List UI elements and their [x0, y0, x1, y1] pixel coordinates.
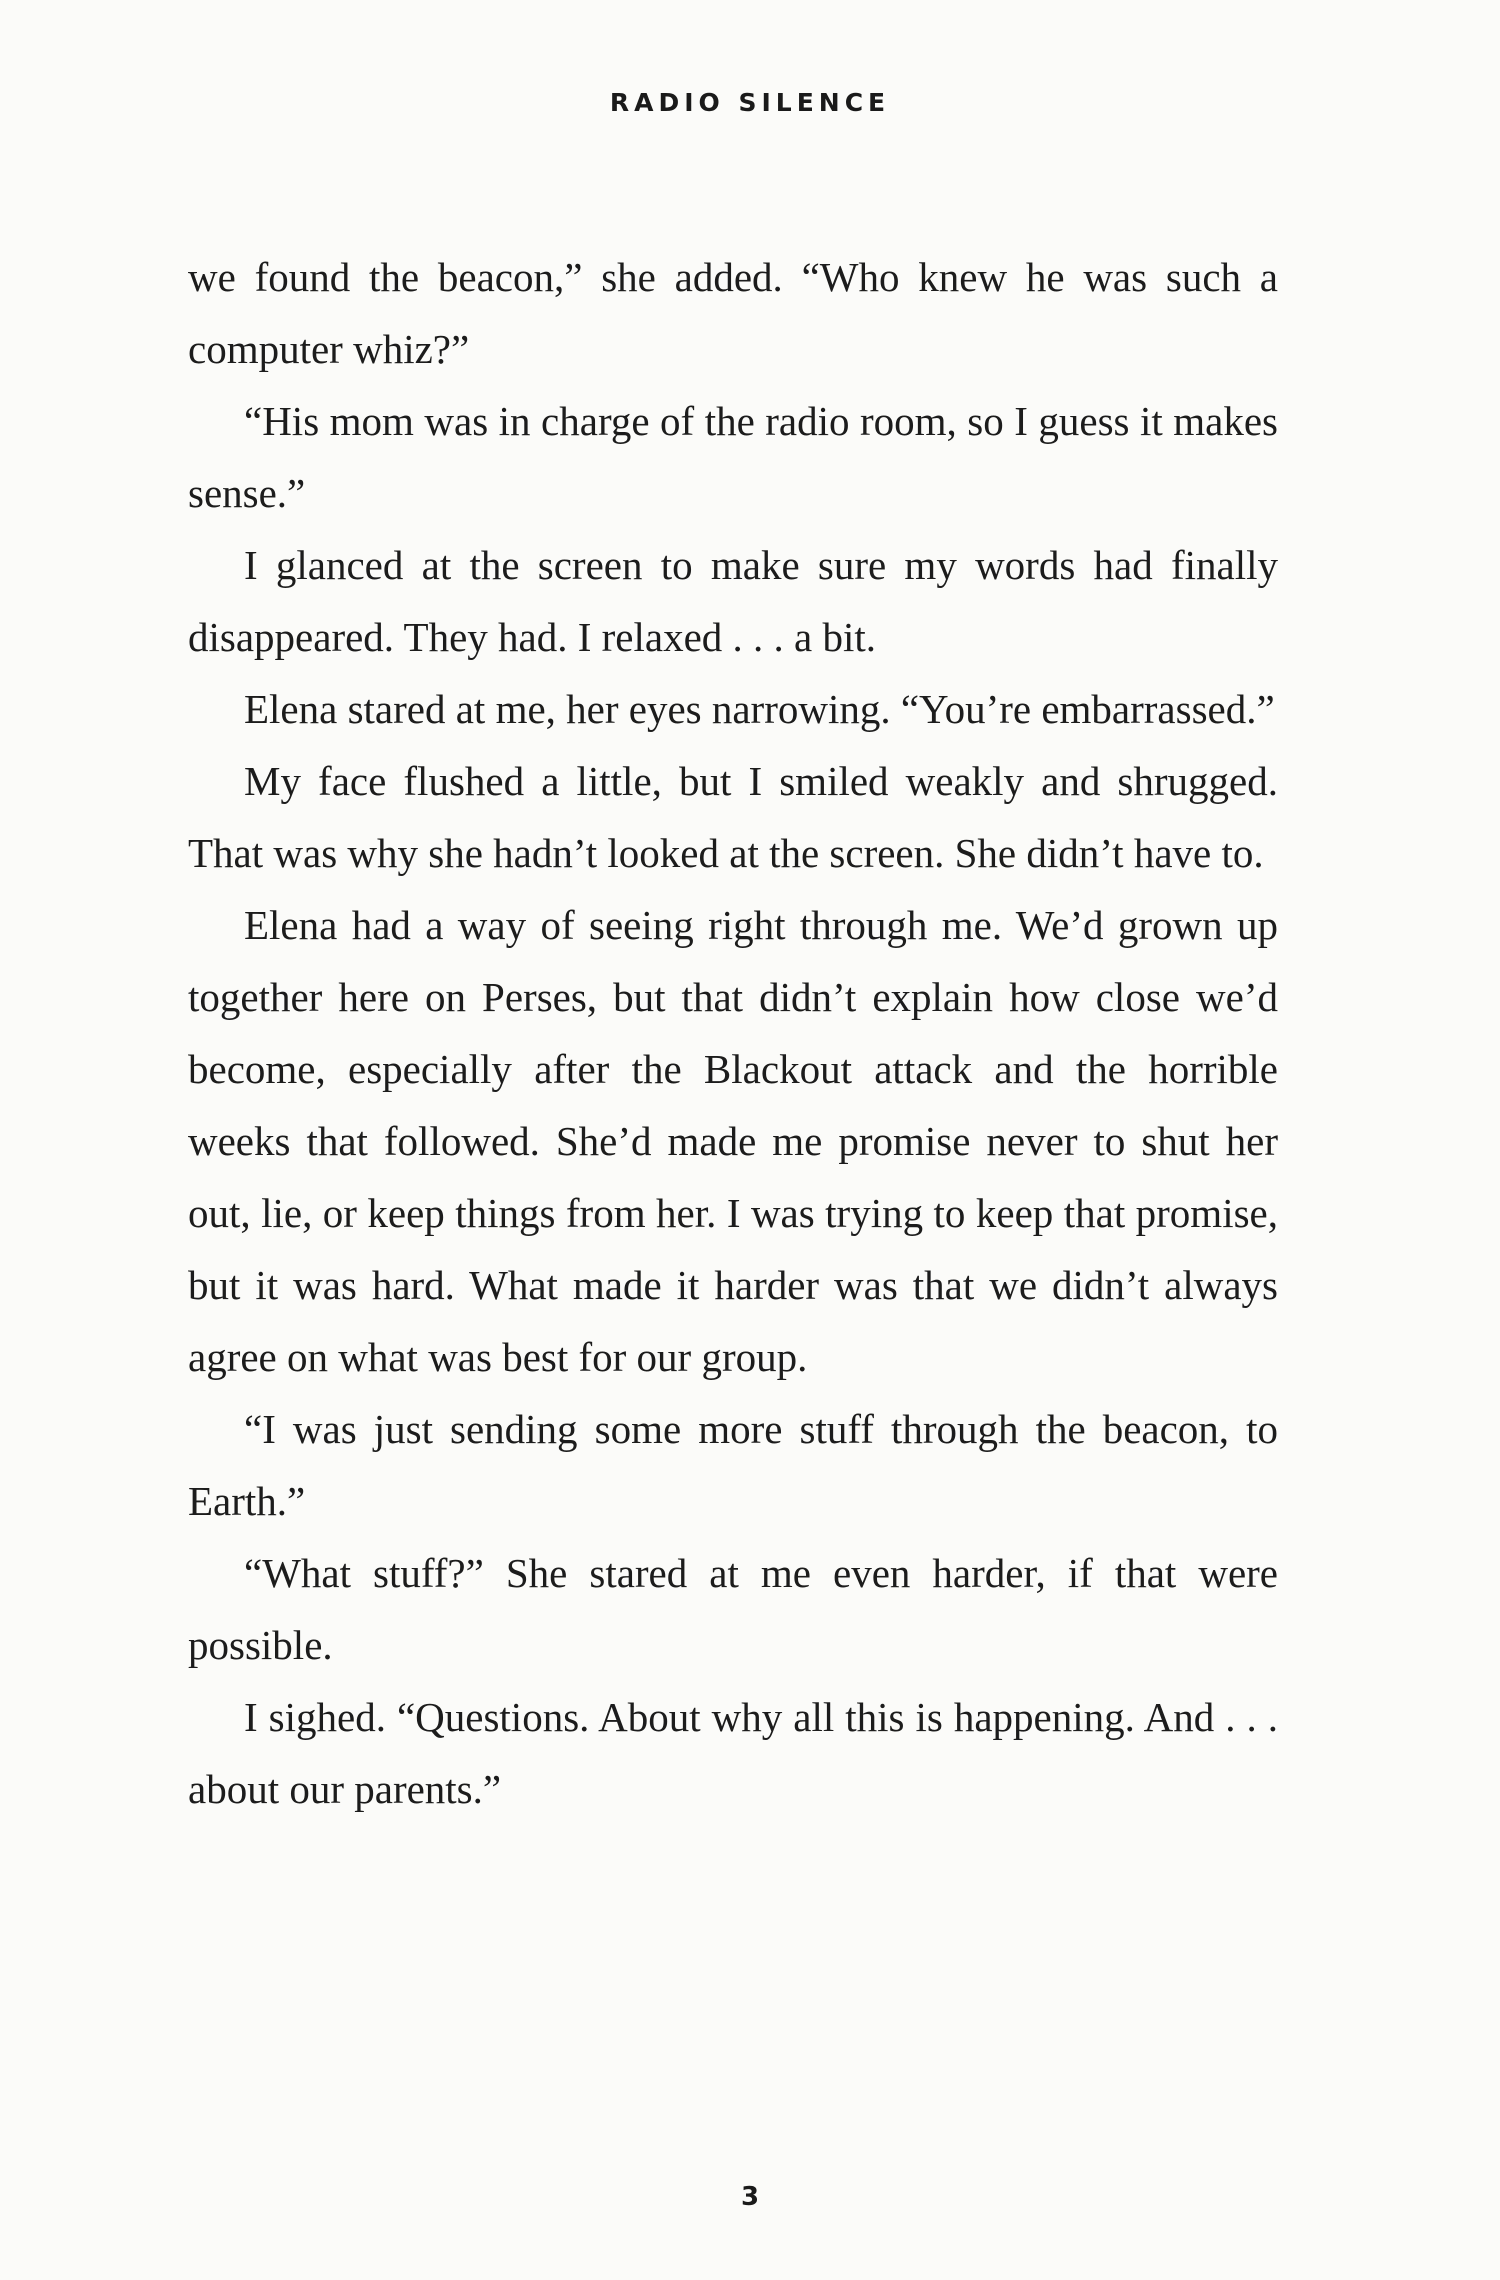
paragraph: “His mom was in charge of the radio room, so I guess it makes sense.” [188, 398, 1278, 516]
paragraph: My face flushed a little, but I smiled weakly and shrugged. That was why she hadn’t looked at the screen. She didn’t have to. [188, 758, 1278, 876]
paragraph: “I was just sending some more stuff through the beacon, to Earth.” [188, 1406, 1278, 1524]
page-number: 3 [740, 2182, 760, 2212]
running-head: RADIO SILENCE [609, 88, 891, 117]
paragraph: I glanced at the screen to make sure my words had finally disappeared. They had. I relaxed . . . a bit. [188, 542, 1278, 660]
paragraph: Elena stared at me, her eyes narrowing. “You’re embarrassed.” [244, 686, 1275, 732]
paragraph: I sighed. “Questions. About why all this is happening. And . . . about our parents.” [188, 1694, 1278, 1812]
body-text [188, 241, 1278, 1825]
paragraph: Elena had a way of seeing right through me. We’d grown up together here on Perses, but that didn’t explain how close we’d become, especially after the Blackout attack and the horrible weeks that followed. She’d made me promise never to shut her out, lie, or keep things from her. I was trying to keep that promise, but it was hard. What made it harder was that we didn’t always agree on what was best for our group. [188, 902, 1278, 1380]
paragraph-continued: we found the beacon,” she added. “Who knew he was such a computer whiz?” [188, 254, 1278, 372]
paragraph: “What stuff?” She stared at me even harder, if that were possible. [188, 1550, 1278, 1668]
